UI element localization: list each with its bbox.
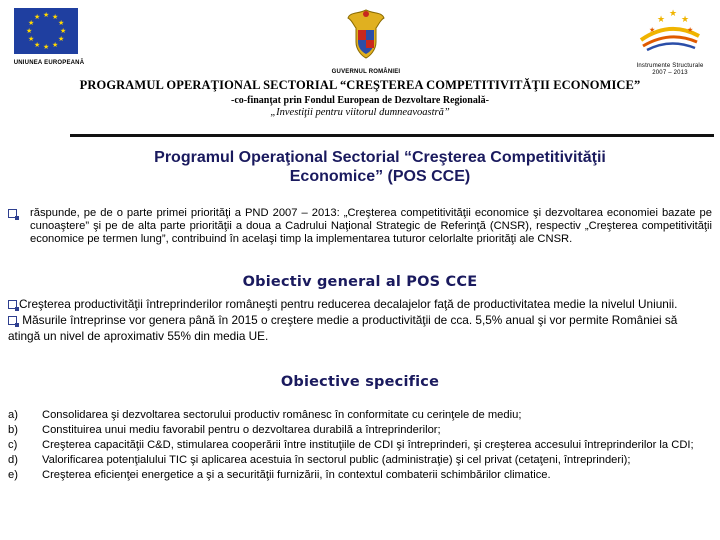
svg-text:★: ★ — [649, 27, 656, 34]
eu-caption: UNIUNEA EUROPEANĂ — [13, 60, 85, 66]
list-item — [8, 439, 712, 452]
list-marker: c) — [8, 439, 18, 451]
structural-instruments-star-icon — [635, 6, 705, 56]
structural-instruments-logo — [624, 6, 716, 77]
cofinanced-note: -co-finanţat prin Fondul European de Dezvoltare Regională- — [231, 95, 489, 106]
list-marker: e) — [8, 469, 18, 481]
structural-instruments-caption-line2: 2007 – 2013 — [652, 70, 688, 76]
structural-instruments-caption-line1: Instrumente Structurale — [636, 63, 704, 69]
specific-objectives-heading: Obiective specifice — [280, 374, 440, 390]
svg-text:★: ★ — [669, 8, 678, 18]
svg-text:★: ★ — [687, 27, 694, 34]
document-header — [0, 78, 720, 118]
main-title-line1: Programul Operaţional Sectorial “Creşterea Competitivităţii — [154, 149, 606, 166]
list-item-text: Creşterea capacităţii C&D, stimularea cooperării între instituţiile de CDI şi întreprinderi, şi creşterea accesului întreprinderilor la CDI; — [42, 439, 694, 451]
eu-flag-icon: ★ ★ ★ ★ ★ ★ ★ ★ ★ ★ ★ ★ — [14, 8, 78, 54]
checkbox-bullet-icon — [8, 300, 17, 309]
list-item — [8, 469, 712, 482]
intro-paragraph: răspunde, pe de o parte primei priorităţi a PND 2007 – 2013: „Creşterea competitivităţii economice şi dezvoltarea economiei bazate pe cunoaştere” şi pe de alta parte priorităţii a doua a Cadrului Naţional Strategic de Referinţă (CNSR), respectiv „Creşterea competitivităţii economice pe termen lung”, contribuind în acelaşi timp la implementarea tuturor celorlalte priorităţi ale CNSR. — [30, 207, 712, 245]
list-item — [8, 424, 712, 437]
government-caption: GUVERNUL ROMÂNIEI — [331, 69, 401, 75]
header-divider — [70, 134, 714, 137]
list-item-text: Valorificarea potenţialului TIC şi aplicarea acestuia în sectorul public (administraţie) şi cel privat (cetaţeni, întreprinderi); — [42, 454, 631, 466]
program-title: PROGRAMUL OPERAŢIONAL SECTORIAL “CREŞTEREA COMPETITIVITĂŢII ECONOMICE” — [79, 78, 641, 92]
list-item-text: Constituirea unui mediu favorabil pentru o dezvoltarea durabilă a întreprinderilor; — [42, 424, 441, 436]
list-item-text: Creşterea eficienţei energetice a şi a securităţii furnizării, în contextul combaterii schimbărilor climatice. — [42, 469, 551, 481]
structural-instruments-caption — [624, 63, 716, 77]
general-objective-point-1-text: Creşterea productivităţii întreprinderilor româneşti pentru reducerea decalajelor faţă de productivitatea medie la nivelul Uniunii. — [19, 297, 678, 311]
main-title — [40, 148, 720, 186]
list-item-text: Consolidarea şi dezvoltarea sectorului productiv românesc în conformitate cu cerinţele de mediu; — [42, 409, 522, 421]
checkbox-bullet-icon — [8, 316, 17, 325]
general-objective-heading: Obiectiv general al POS CCE — [242, 274, 478, 290]
list-marker: b) — [8, 424, 18, 436]
list-marker: a) — [8, 409, 18, 421]
general-objective-point-2 — [8, 312, 712, 344]
svg-text:★: ★ — [657, 14, 666, 24]
specific-objectives-list — [8, 409, 712, 484]
svg-text:★: ★ — [681, 14, 690, 24]
general-objective-body — [8, 296, 712, 344]
government-logo — [318, 8, 414, 75]
slogan: „Investiţii pentru viitorul dumneavoastră” — [270, 107, 450, 118]
coat-of-arms-icon — [346, 8, 386, 60]
main-title-line2: Economice” (POS CCE) — [289, 168, 471, 185]
list-item — [8, 454, 712, 467]
checkbox-bullet-icon — [8, 209, 17, 221]
list-marker: d) — [8, 454, 18, 466]
eu-logo — [8, 8, 90, 66]
list-item — [8, 409, 712, 422]
general-objective-point-1 — [8, 296, 712, 312]
general-objective-point-2-text: Măsurile întreprinse vor genera până în 2015 o creştere medie a productivităţii de cca. 5,5% anual şi vor permite României să atingă un nivel de aproximativ 55% din media UE. — [8, 313, 678, 343]
